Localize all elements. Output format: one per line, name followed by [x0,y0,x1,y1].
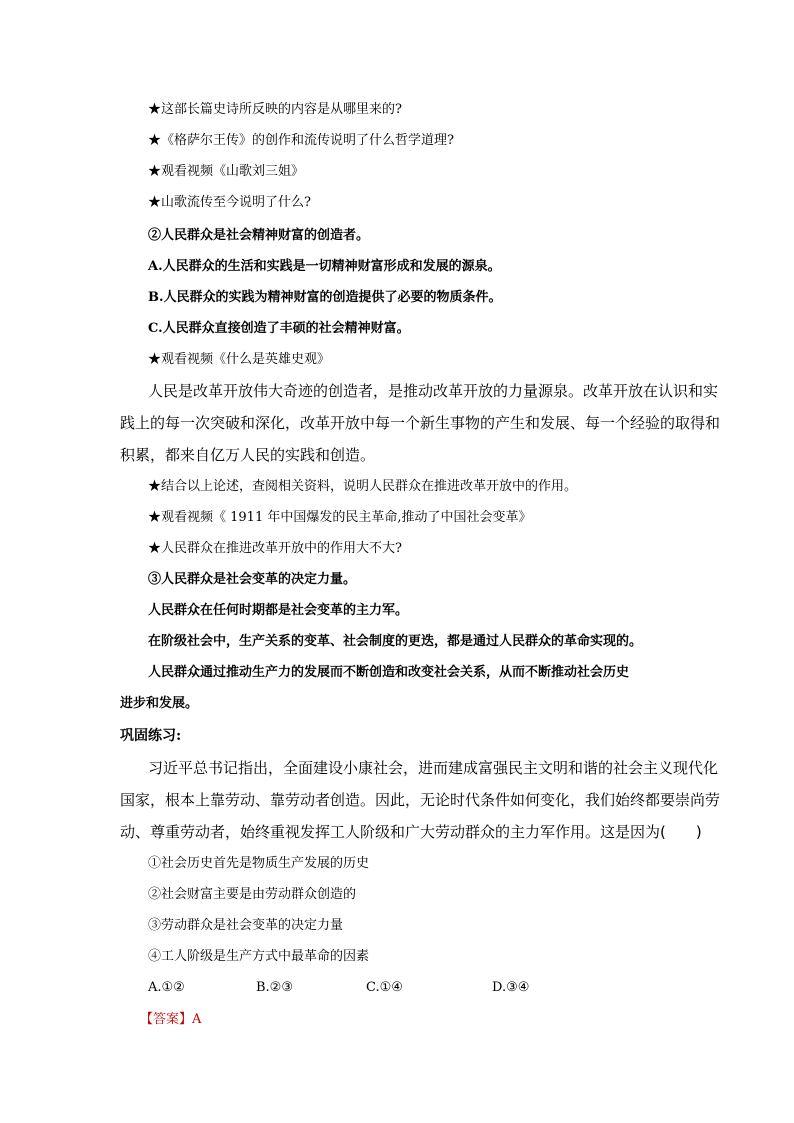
statement-3-line-1: 人民群众通过推动生产力的发展而不断创造和改变社会关系，从而不断推动社会历史 [148,665,630,680]
point-b: B.人民群众的实践为精神财富的创造提供了必要的物质条件。 [148,290,502,305]
question-line-2: ★《格萨尔王传》的创作和流传说明了什么哲学道理? [148,133,454,148]
section-heading-3: ③人民群众是社会变革的决定力量。 [148,572,357,587]
point-a: A.人民群众的生活和实践是一切精神财富形成和发展的源泉。 [148,259,501,274]
question-line-1: ★这部长篇史诗所反映的内容是从哪里来的? [148,102,402,117]
statement-1: 人民群众在任何时期都是社会变革的主力军。 [148,603,409,618]
question-line-3: ★观看视频《山歌刘三姐》 [148,164,305,179]
statement-option-3: ③劳动群众是社会变革的决定力量 [148,918,344,933]
statement-option-1: ①社会历史首先是物质生产发展的历史 [148,856,370,871]
question-line-5: ★人民群众在推进改革开放中的作用大不大? [148,541,402,556]
paragraph-1-line-2: 践上的每一次突破和深化，改革开放中每一个新生事物的产生和发展、每一个经验的取得和 [120,414,721,432]
choice-d: D.③④ [492,980,530,995]
exercise-question-line-1: 习近平总书记指出，全面建设小康社会，进而建成富强民主文明和谐的社会主义现代化 [148,759,719,777]
exercise-question-line-2: 国家，根本上靠劳动、靠劳动者创造。因此，无论时代条件如何变化，我们始终都要崇尚劳 [120,791,721,809]
task-line: ★结合以上论述，查阅相关资料，说明人民群众在推进改革开放中的作用。 [148,479,578,494]
statement-option-4: ④工人阶级是生产方式中最革命的因素 [148,949,370,964]
section-heading-2: ②人民群众是社会精神财富的创造者。 [148,228,370,243]
choice-c: C.①④ [366,980,403,995]
video-line-1: ★观看视频《什么是英雄史观》 [148,352,331,367]
answer-line [140,1010,201,1030]
point-c: C.人民群众直接创造了丰硕的社会精神财富。 [148,321,410,336]
choice-a: A.①② [148,980,185,995]
question-line-4: ★山歌流传至今说明了什么? [148,195,311,210]
paragraph-1-line-3: 积累，都来自亿万人民的实践和创造。 [120,446,376,464]
statement-option-2: ②社会财富主要是由劳动群众创造的 [148,887,357,902]
answer-value: A [192,1012,202,1027]
statement-2: 在阶级社会中，生产关系的变革、社会制度的更迭，都是通过人民群众的革命实现的。 [148,634,643,649]
exercise-question-line-3: 动、尊重劳动者，始终重视发挥工人阶级和广大劳动群众的主力军作用。这是因为( ) [120,823,702,841]
answer-label: 【答案】 [140,1012,193,1027]
choice-b: B.②③ [256,980,293,995]
video-line-2: ★观看视频《 1911 年中国爆发的民主革命,推动了中国社会变革》 [148,510,532,525]
paragraph-1-line-1: 人民是改革开放伟大奇迹的创造者，是推动改革开放的力量源泉。改革开放在认识和实 [148,382,719,400]
exercise-heading: 巩固练习: [120,728,182,744]
statement-3-line-2: 进步和发展。 [120,696,199,711]
